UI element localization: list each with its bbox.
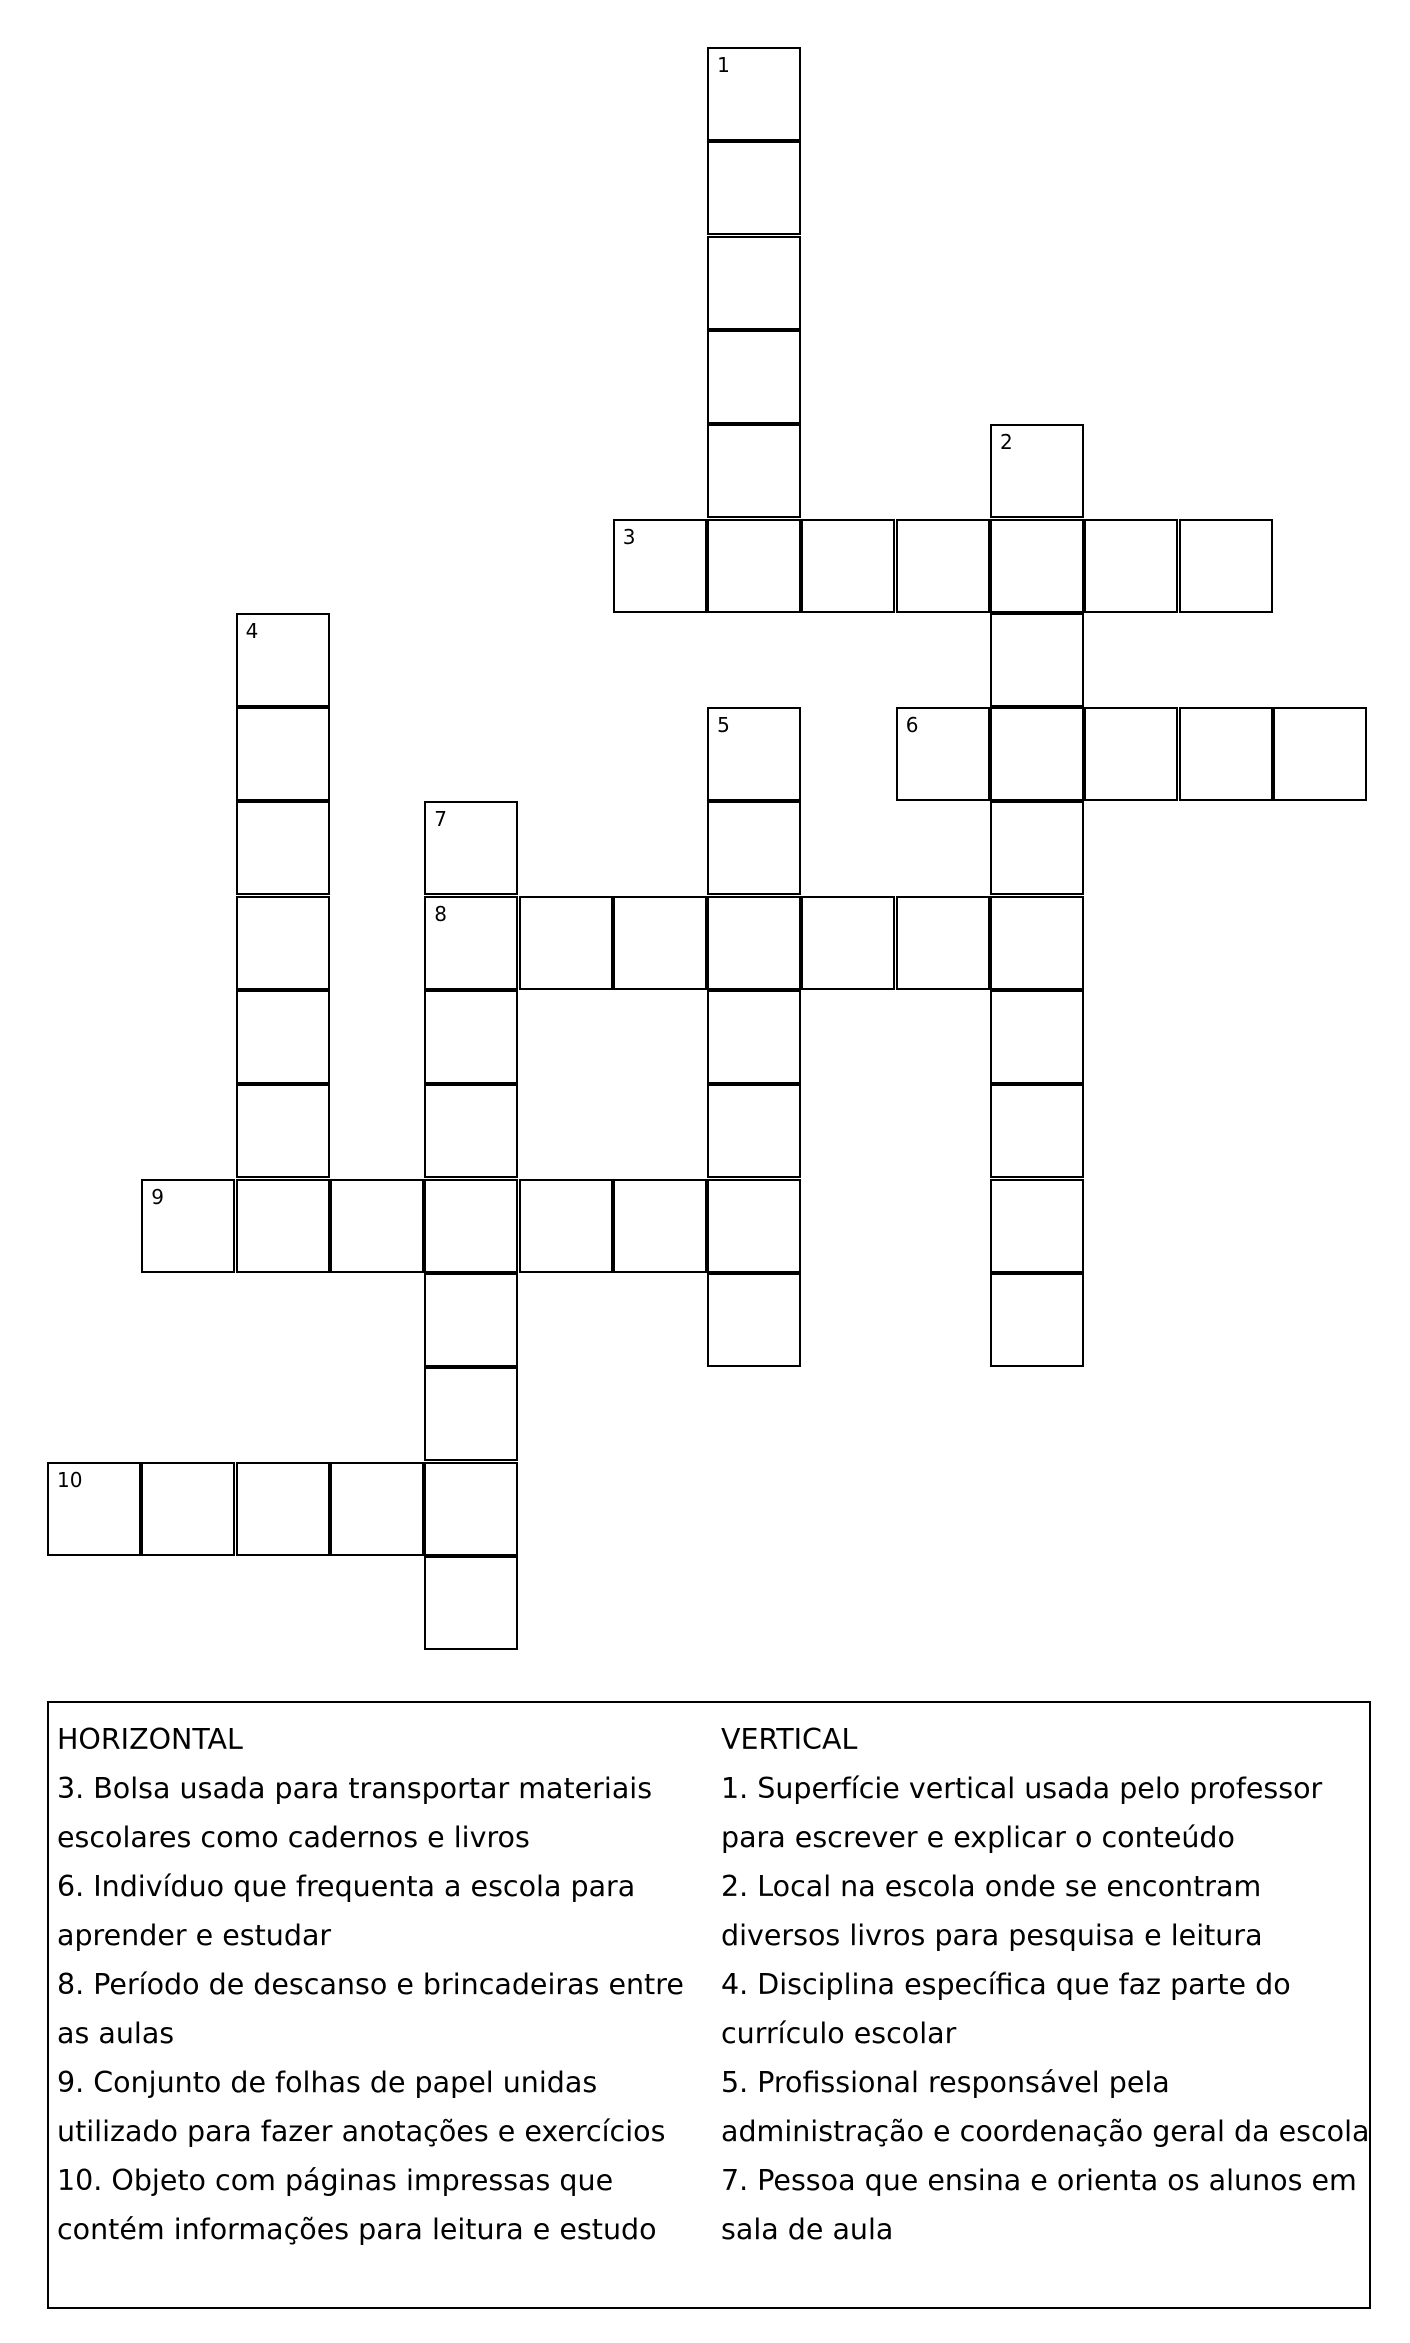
grid-cell[interactable] — [330, 1179, 424, 1273]
grid-cell[interactable] — [707, 707, 801, 801]
grid-cell[interactable] — [896, 519, 990, 613]
grid-cell[interactable] — [47, 1462, 141, 1556]
clue-down-2: 2. Local na escola onde se encontram diversos livros para pesquisa e leitura — [721, 1870, 1263, 1952]
grid-cell[interactable] — [1179, 519, 1273, 613]
grid-cell[interactable] — [1084, 519, 1178, 613]
grid-cell[interactable] — [990, 613, 1084, 707]
clue-down-1: 1. Superfície vertical usada pelo professor para escrever e explicar o conteúdo — [721, 1772, 1323, 1854]
grid-cell[interactable] — [896, 707, 990, 801]
grid-cell[interactable] — [707, 1273, 801, 1367]
grid-cell[interactable] — [990, 1084, 1084, 1178]
grid-cell[interactable] — [424, 896, 518, 990]
grid-cell[interactable] — [424, 801, 518, 895]
grid-cell[interactable] — [236, 990, 330, 1084]
grid-cell[interactable] — [707, 424, 801, 518]
grid-cell[interactable] — [707, 236, 801, 330]
grid-cell[interactable] — [707, 1179, 801, 1273]
clue-across-8: 8. Período de descanso e brincadeiras entre as aulas — [57, 1968, 684, 2050]
grid-cell[interactable] — [141, 1462, 235, 1556]
clue-number: 3 — [622, 524, 636, 549]
grid-cell[interactable] — [236, 896, 330, 990]
clue-number: 6 — [905, 713, 919, 738]
vertical-title: VERTICAL — [721, 1723, 858, 1756]
clue-down-7: 7. Pessoa que ensina e orienta os alunos em sala de aula — [721, 2164, 1357, 2246]
grid-cell[interactable] — [1084, 707, 1178, 801]
grid-cell[interactable] — [424, 1462, 518, 1556]
grid-cell[interactable] — [236, 1462, 330, 1556]
grid-cell[interactable] — [1273, 707, 1367, 801]
clue-number: 1 — [717, 53, 730, 77]
clue-down-5: 5. Profissional responsável pela administração e coordenação geral da escola — [721, 2066, 1370, 2148]
grid-cell[interactable] — [613, 1179, 707, 1273]
grid-cell[interactable] — [707, 330, 801, 424]
grid-cell[interactable] — [236, 613, 330, 707]
grid-cell[interactable] — [236, 707, 330, 801]
clue-number: 2 — [1000, 430, 1013, 455]
grid-cell[interactable] — [990, 801, 1084, 895]
grid-cell[interactable] — [801, 519, 895, 613]
grid-cell[interactable] — [990, 707, 1084, 801]
grid-cell[interactable] — [990, 519, 1084, 613]
grid-cell[interactable] — [424, 990, 518, 1084]
grid-cell[interactable] — [424, 1084, 518, 1178]
horizontal-title: HORIZONTAL — [57, 1723, 243, 1756]
clue-across-3: 3. Bolsa usada para transportar materiais escolares como cadernos e livros — [57, 1772, 653, 1854]
clues-box — [47, 1701, 1371, 2309]
clue-number: 7 — [434, 807, 447, 832]
grid-cell[interactable] — [236, 1084, 330, 1178]
grid-cell[interactable] — [519, 1179, 613, 1273]
clue-number: 9 — [151, 1184, 165, 1209]
grid-cell[interactable] — [330, 1462, 424, 1556]
grid-cell[interactable] — [141, 1179, 235, 1273]
grid-cell[interactable] — [707, 47, 801, 141]
grid-cell[interactable] — [236, 801, 330, 895]
grid-cell[interactable] — [424, 1273, 518, 1367]
grid-cell[interactable] — [424, 1367, 518, 1461]
grid-cell[interactable] — [613, 519, 707, 613]
grid-cell[interactable] — [1179, 707, 1273, 801]
clue-number: 10 — [57, 1467, 83, 1492]
grid-cell[interactable] — [990, 1273, 1084, 1367]
horizontal-clues — [57, 1715, 707, 2254]
grid-cell[interactable] — [707, 1084, 801, 1178]
clue-across-6: 6. Indivíduo que frequenta a escola para aprender e estudar — [57, 1870, 636, 1952]
clue-number: 5 — [717, 713, 730, 738]
grid-cell[interactable] — [613, 896, 707, 990]
grid-cell[interactable] — [707, 519, 801, 613]
grid-cell[interactable] — [801, 896, 895, 990]
grid-cell[interactable] — [519, 896, 613, 990]
clue-across-10: 10. Objeto com páginas impressas que contém informações para leitura e estudo — [57, 2164, 657, 2246]
grid-cell[interactable] — [707, 801, 801, 895]
grid-cell[interactable] — [707, 990, 801, 1084]
grid-cell[interactable] — [990, 1179, 1084, 1273]
clue-across-9: 9. Conjunto de folhas de papel unidas utilizado para fazer anotações e exercícios — [57, 2066, 666, 2148]
grid-cell[interactable] — [896, 896, 990, 990]
grid-cell[interactable] — [707, 141, 801, 235]
grid-cell[interactable] — [424, 1556, 518, 1650]
grid-cell[interactable] — [990, 990, 1084, 1084]
vertical-clues — [721, 1715, 1371, 2254]
grid-cell[interactable] — [990, 896, 1084, 990]
grid-cell[interactable] — [236, 1179, 330, 1273]
grid-cell[interactable] — [990, 424, 1084, 518]
grid-cell[interactable] — [424, 1179, 518, 1273]
clue-number: 8 — [434, 901, 447, 926]
clue-down-4: 4. Disciplina específica que faz parte do currículo escolar — [721, 1968, 1291, 2050]
clue-number: 4 — [245, 618, 259, 643]
grid-cell[interactable] — [707, 896, 801, 990]
